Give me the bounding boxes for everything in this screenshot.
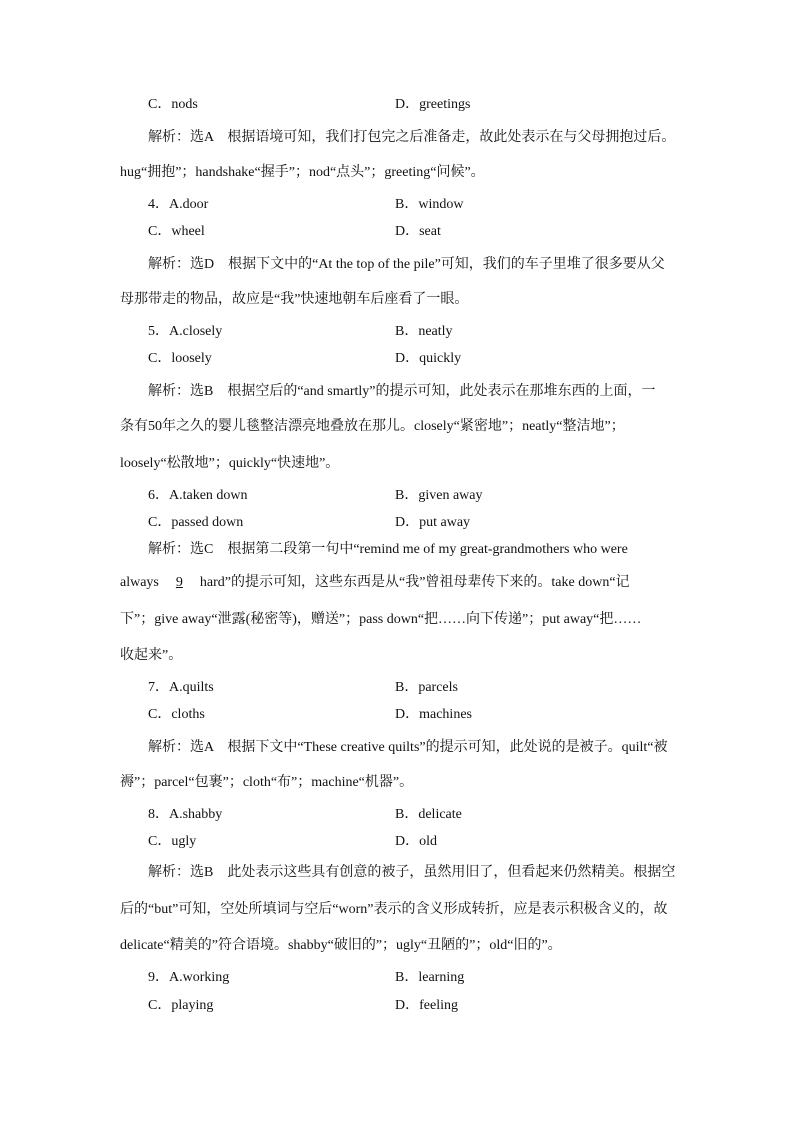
q9-option-b: B．learning — [395, 970, 465, 985]
q9-option-a: 9．A.working — [148, 970, 230, 985]
q4-explanation-line2: 母那带走的物品，故应是“我”快速地朝车后座看了一眼。 — [120, 292, 469, 307]
q6-options-row2 — [148, 512, 708, 534]
q8-option-c: C．ugly — [148, 834, 197, 849]
q7-option-d: D．machines — [395, 707, 472, 722]
q5-explanation-line2: 条有50年之久的婴儿毯整洁漂亮地叠放在那儿。closely“紧密地”；neatly“整洁地”； — [120, 419, 625, 434]
q3-explanation-line1: 解析：选A 根据语境可知，我们打包完之后准备走，故此处表示在与父母拥抱过后。 — [148, 130, 676, 145]
q7-option-a: 7．A.quilts — [148, 680, 214, 695]
q9-option-c: C．playing — [148, 998, 214, 1013]
q6-explanation-line3: 下”；give away“泄露(秘密等)，赠送”；pass down“把……向下传递”；put away“把…… — [120, 612, 642, 627]
q4-option-a: 4．A.door — [148, 197, 209, 212]
q6-option-a: 6．A.taken down — [148, 488, 248, 503]
q4-option-c: C．wheel — [148, 224, 205, 239]
q9-option-d: D．feeling — [395, 998, 458, 1013]
q7-explanation-line1: 解析：选A 根据下文中“These creative quilts”的提示可知，此处说的是被子。quilt“被 — [148, 740, 668, 755]
q4-options-row2 — [148, 221, 708, 243]
q3-explanation-line2: hug“拥抱”；handshake“握手”；nod“点头”；greeting“问候”。 — [120, 165, 485, 180]
q5-option-b: B．neatly — [395, 324, 453, 339]
q6-exp-prefix: always — [120, 575, 163, 590]
q6-explanation-line1: 解析：选C 根据第二段第一句中“remind me of my great-grandmothers who were — [148, 542, 628, 557]
q8-explanation-line2: 后的“but”可知，空处所填词与空后“worn”表示的含义形成转折，应是表示积极含义的，故 — [120, 902, 668, 917]
q6-exp-suffix: hard”的提示可知，这些东西是从“我”曾祖母辈传下来的。take down“记 — [196, 575, 630, 590]
q8-options-row1 — [148, 804, 708, 826]
q8-options-row2 — [148, 831, 708, 853]
q5-option-a: 5．A.closely — [148, 324, 223, 339]
q5-explanation-line3: loosely“松散地”；quickly“快速地”。 — [120, 456, 340, 471]
q6-options-row1 — [148, 485, 708, 507]
q4-option-d: D．seat — [395, 224, 441, 239]
q7-options-row1 — [148, 677, 708, 699]
q8-explanation-line1: 解析：选B 此处表示这些具有创意的被子，虽然用旧了，但看起来仍然精美。根据空 — [148, 865, 676, 880]
q5-explanation-line1: 解析：选B 根据空后的“and smartly”的提示可知，此处表示在那堆东西的上面，一 — [148, 384, 656, 399]
q4-option-b: B．window — [395, 197, 464, 212]
q8-explanation-line3: delicate“精美的”符合语境。shabby“破旧的”；ugly“丑陋的”；old“旧的”。 — [120, 938, 562, 953]
q5-option-d: D．quickly — [395, 351, 462, 366]
q4-options-row1 — [148, 194, 708, 216]
q6-option-d: D．put away — [395, 515, 471, 530]
q3-option-c: C．nods — [148, 97, 198, 112]
q4-explanation-line1: 解析：选D 根据下文中的“At the top of the pile”可知，我们的车子里堆了很多要从父 — [148, 257, 665, 272]
q6-explanation-line4: 收起来”。 — [120, 648, 183, 663]
q6-option-b: B．given away — [395, 488, 483, 503]
q7-option-c: C．cloths — [148, 707, 205, 722]
q9-options-row1 — [148, 967, 708, 989]
q6-option-c: C．passed down — [148, 515, 244, 530]
q3-option-d: D．greetings — [395, 97, 471, 112]
q7-options-row2 — [148, 704, 708, 726]
q6-explanation-line2 — [120, 572, 676, 594]
q7-explanation-line2: 褥”；parcel“包裹”；cloth“布”；machine“机器”。 — [120, 775, 414, 790]
q5-options-row2 — [148, 348, 708, 370]
q7-option-b: B．parcels — [395, 680, 458, 695]
q8-option-d: D．old — [395, 834, 437, 849]
q5-option-c: C．loosely — [148, 351, 212, 366]
blank-number: 9 — [175, 575, 183, 590]
q9-options-row2 — [148, 995, 708, 1017]
q5-options-row1 — [148, 321, 708, 343]
q8-option-a: 8．A.shabby — [148, 807, 223, 822]
q8-option-b: B．delicate — [395, 807, 462, 822]
q3-options-row2 — [148, 94, 708, 116]
